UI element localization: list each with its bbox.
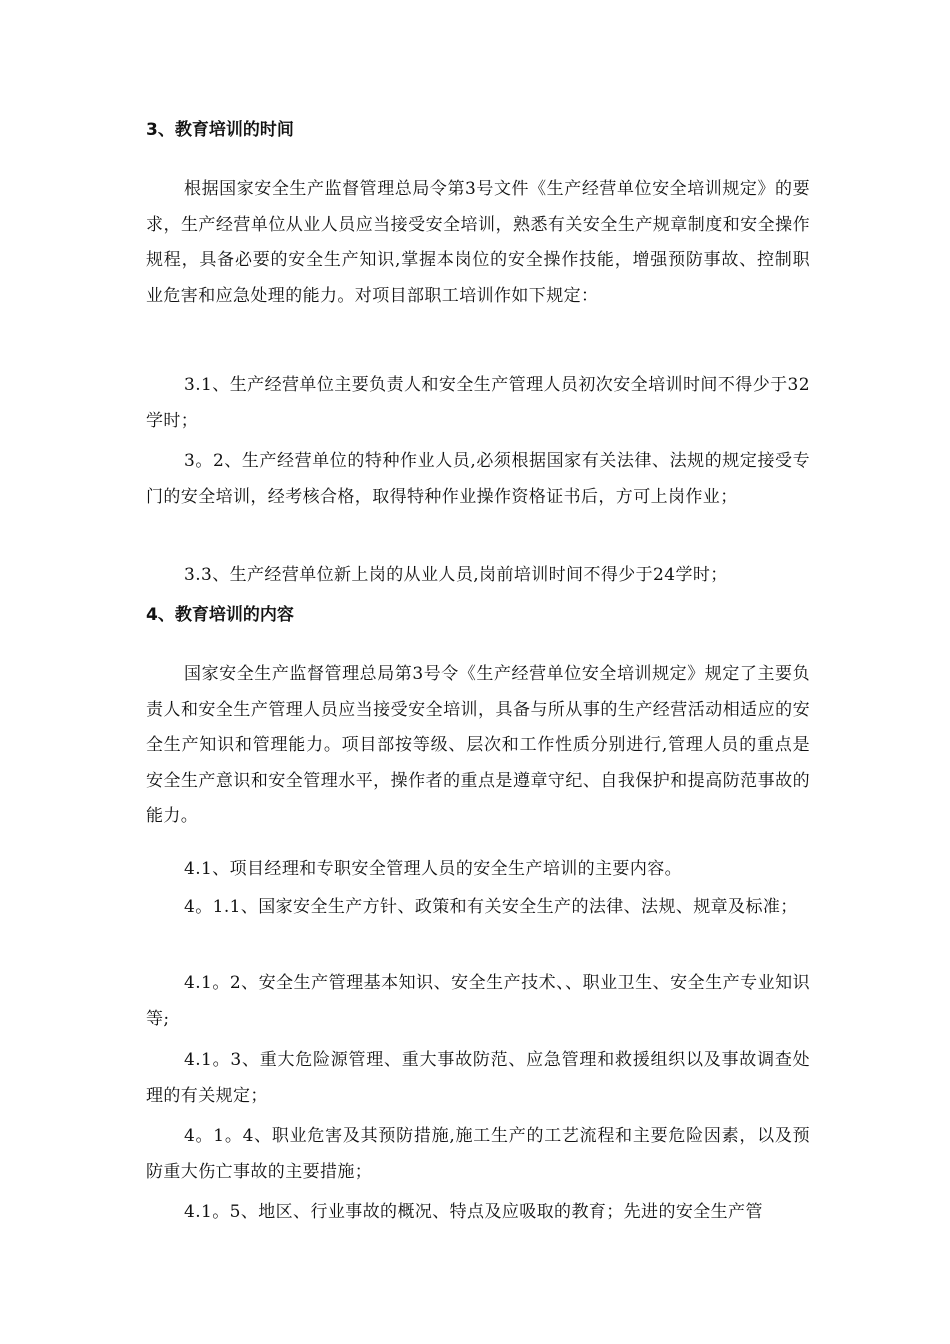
paragraph: 4.1、项目经理和专职安全管理人员的安全生产培训的主要内容。 — [184, 859, 683, 879]
paragraph: 国家安全生产监督管理总局第3号令《生产经营单位安全培训规定》规定了主要负责人和安全生产管理人员应当接受安全培训，具备与所从事的生产经营活动相适应的安全生产知识和管理能力。项目部按等级、层次和工作性质分别进行,管理人员的重点是安全生产意识和安全管理水平，操作者的重点是遵章守纪、自我保护和提高防范事故的能力。 — [146, 664, 810, 826]
paragraph: 3。2、生产经营单位的特种作业人员,必须根据国家有关法律、法规的规定接受专门的安全培训，经考核合格，取得特种作业操作资格证书后，方可上岗作业； — [146, 451, 810, 507]
paragraph: 4。1.1、国家安全生产方针、政策和有关安全生产的法律、法规、规章及标准； — [184, 897, 798, 917]
paragraph: 4。1。4、职业危害及其预防措施,施工生产的工艺流程和主要危险因素，以及预防重大伤亡事故的主要措施； — [146, 1126, 810, 1182]
section-heading: 3、教育培训的时间 — [146, 120, 294, 140]
paragraph: 根据国家安全生产监督管理总局令第3号文件《生产经营单位安全培训规定》的要求，生产经营单位从业人员应当接受安全培训，熟悉有关安全生产规章制度和安全操作规程，具备必要的安全生产知识,掌握本岗位的安全操作技能，增强预防事故、控制职业危害和应急处理的能力。对项目部职工培训作如下规定： — [146, 179, 810, 306]
paragraph: 3.3、生产经营单位新上岗的从业人员,岗前培训时间不得少于24学时； — [184, 565, 728, 585]
section-heading: 4、教育培训的内容 — [146, 605, 294, 625]
paragraph: 3.1、生产经营单位主要负责人和安全生产管理人员初次安全培训时间不得少于32学时； — [146, 375, 810, 431]
paragraph: 4.1。3、重大危险源管理、重大事故防范、应急管理和救援组织以及事故调查处理的有关规定； — [146, 1050, 810, 1106]
paragraph: 4.1。2、安全生产管理基本知识、安全生产技术、、职业卫生、安全生产专业知识等; — [146, 973, 810, 1029]
paragraph: 4.1。5、地区、行业事故的概况、特点及应吸取的教育；先进的安全生产管 — [184, 1202, 763, 1222]
